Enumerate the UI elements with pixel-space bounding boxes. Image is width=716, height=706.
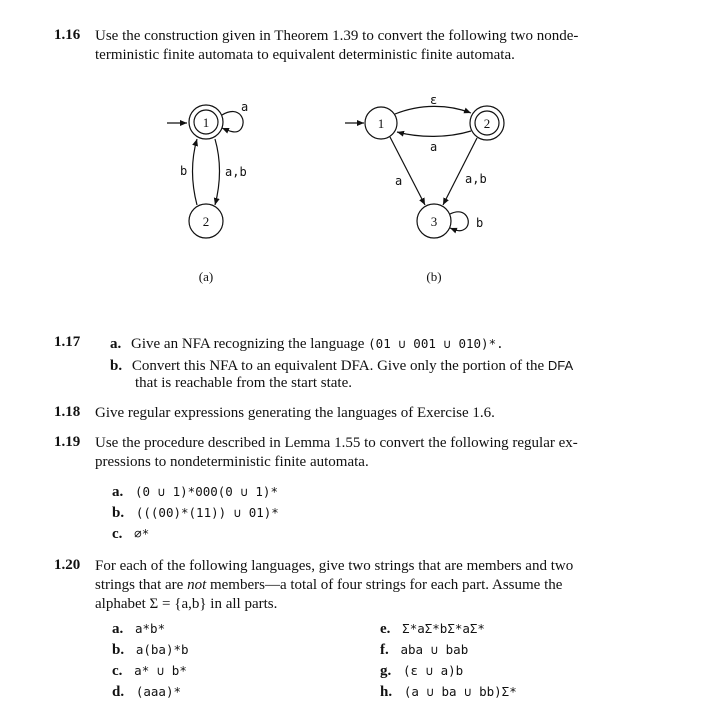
problem-1-20-item [112,682,181,702]
diagram-b [345,93,504,284]
regex: Σ*aΣ*bΣ*aΣ* [402,621,485,636]
edge-b2-b1-label: a [430,140,438,154]
problem-1-19-item [112,503,279,523]
regex: (((00)*(11)) ∪ 01)* [135,505,279,520]
item-label: h. [380,684,393,700]
item-label: a. [112,484,124,500]
problem-1-17-b-line2: that is reachable from the start state. [135,375,352,391]
problem-1-20-item [380,661,463,681]
edge-a2-a1-label: b [180,164,188,178]
line-text: strings that are [95,577,188,593]
caption-b: (b) [426,269,442,284]
item-label: d. [112,684,125,700]
edge-b1-b3 [390,137,425,205]
item-label: g. [380,663,392,679]
item-label: b. [110,358,123,374]
item-label: a. [110,336,122,352]
problem-1-19-item [112,482,278,502]
problem-number-1-16: 1.16 [54,27,81,43]
state-b2-label: 2 [483,116,491,131]
problem-1-20-line2 [95,576,562,595]
problem-1-16-line1: Use the construction given in Theorem 1.39 to convert the following two nonde- [95,28,579,44]
problem-number-1-20: 1.20 [54,557,81,573]
problem-number-1-18: 1.18 [54,404,81,420]
loop-b3 [450,212,468,231]
state-a1-label: 1 [202,115,210,130]
item-label: a. [112,621,124,637]
state-a2-label: 2 [202,214,210,229]
item-label: b. [112,505,125,521]
regex: a*b* [135,621,166,636]
edge-a1-a2 [215,139,220,205]
problem-1-20-line1: For each of the following languages, give two strings that are members and two [95,558,574,574]
dfa-abbrev: DFA [547,358,574,373]
item-label: c. [112,526,123,542]
problem-1-20-item [380,640,468,660]
edge-b1-b2 [395,106,471,114]
problem-1-17-b-line1: Convert this NFA to an equivalent DFA. Give only the portion of the [131,358,548,374]
problem-1-19-line1: Use the procedure described in Lemma 1.55 to convert the following regular ex- [95,435,578,451]
regex: (aaa)* [135,684,181,699]
problem-1-17-a [110,334,504,354]
edge-b3-b2-label: a,b [465,172,487,186]
problem-1-19-line2: pressions to nondeterministic finite automata. [95,454,369,470]
loop-a1-label: a [241,100,249,114]
edge-b1-b3-label: a [395,174,403,188]
problem-1-18-text: Give regular expressions generating the languages of Exercise 1.6. [95,405,495,421]
item-label: e. [380,621,391,637]
caption-a: (a) [198,269,214,284]
item-label: c. [112,663,123,679]
regex: aba ∪ bab [400,642,469,657]
problem-1-20-item [112,619,165,639]
problem-1-20-item [380,682,517,702]
problem-1-19-item [112,524,149,544]
edge-b2-b1 [397,131,471,136]
state-b1-label: 1 [377,116,385,131]
emphasis: not [187,577,207,593]
problem-1-20-item [112,661,187,681]
regex: (a ∪ ba ∪ bb)Σ* [403,684,517,699]
problem-1-20-line3: alphabet Σ = {a,b} in all parts. [95,596,278,612]
regex: a(ba)*b [135,642,189,657]
loop-a1 [222,112,243,132]
state-b3-label: 3 [430,214,438,229]
regex: a* ∪ b* [134,663,187,678]
edge-a1-a2-label: a,b [225,165,247,179]
loop-b3-label: b [476,216,484,230]
problem-number-1-19: 1.19 [54,434,81,450]
regex: (ε ∪ a)b [403,663,464,678]
problem-1-16-line2: terministic finite automata to equivalent deterministic finite automata. [95,47,515,63]
regex: ∅* [134,526,150,541]
item-label: b. [112,642,125,658]
item-label: f. [380,642,389,658]
problem-1-20-item [112,640,189,660]
problem-1-17-a-expr: (01 ∪ 001 ∪ 010)*. [368,336,504,351]
problem-1-17-b [110,356,573,376]
nfa-diagrams [0,0,716,320]
problem-1-17-a-text: Give an NFA recognizing the language [131,336,369,352]
regex: (0 ∪ 1)*000(0 ∪ 1)* [135,484,278,499]
diagram-a [167,100,248,284]
edge-b1-b2-label: ε [430,93,438,107]
problem-1-20-item [380,619,485,639]
problem-number-1-17: 1.17 [54,334,81,350]
line-text: members—a total of four strings for each part. Assume the [206,577,563,593]
edge-a2-a1 [193,139,198,205]
